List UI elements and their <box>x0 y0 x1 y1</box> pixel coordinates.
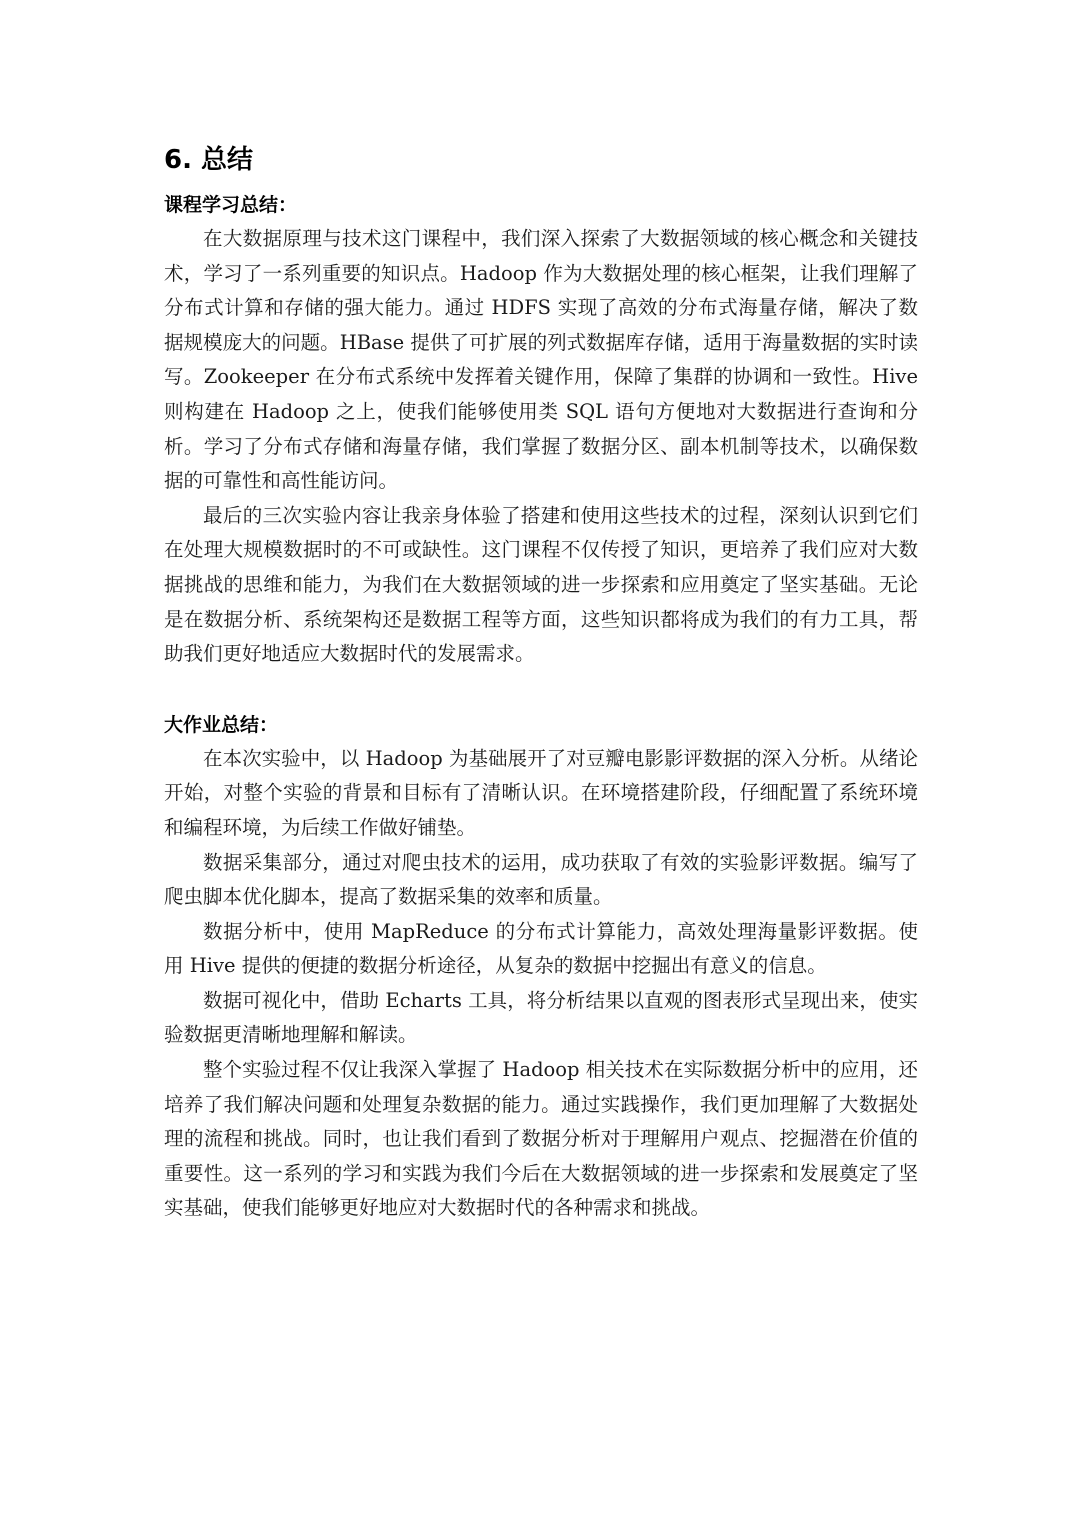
project-summary-paragraph-5: 整个实验过程不仅让我深入掌握了 Hadoop 相关技术在实际数据分析中的应用，还培养了我们解决问题和处理复杂数据的能力。通过实践操作，我们更加理解了大数据处理的流程和挑战。同时，也让我们看到了数据分析对于理解用户观点、挖掘潜在价值的重要性。这一系列的学习和实践为我们今后在大数据领域的进一步探索和发展奠定了坚实基础，使我们能够更好地应对大数据时代的各种需求和挑战。 <box>164 1058 918 1220</box>
section-spacer <box>164 672 918 708</box>
document-body <box>164 140 918 1226</box>
project-summary-paragraph-2: 数据采集部分，通过对爬虫技术的运用，成功获取了有效的实验影评数据。编写了爬虫脚本优化脚本，提高了数据采集的效率和质量。 <box>164 850 918 909</box>
project-summary-heading: 大作业总结： <box>164 713 279 736</box>
course-summary-heading: 课程学习总结： <box>164 194 298 216</box>
course-summary-paragraph-2: 最后的三次实验内容让我亲身体验了搭建和使用这些技术的过程，深刻认识到它们在处理大规模数据时的不可或缺性。这门课程不仅传授了知识，更培养了我们应对大数据挑战的思维和能力，为我们在大数据领域的进一步探索和应用奠定了坚实基础。无论是在数据分析、系统架构还是数据工程等方面，这些知识都将成为我们的有力工具，帮助我们更好地适应大数据时代的发展需求。 <box>164 503 918 666</box>
project-summary-paragraph-1: 在本次实验中，以 Hadoop 为基础展开了对豆瓣电影影评数据的深入分析。从绪论开始，对整个实验的背景和目标有了清晰认识。在环境搭建阶段，仔细配置了系统环境和编程环境，为后续工作做好铺垫。 <box>164 746 918 839</box>
project-summary-paragraph-4: 数据可视化中，借助 Echarts 工具，将分析结果以直观的图表形式呈现出来，使实验数据更清晰地理解和解读。 <box>164 988 918 1047</box>
course-summary-paragraph-1: 在大数据原理与技术这门课程中，我们深入探索了大数据领域的核心概念和关键技术，学习了一系列重要的知识点。Hadoop 作为大数据处理的核心框架，让我们理解了分布式计算和存储的强大能力。通过 HDFS 实现了高效的分布式海量存储，解决了数据规模庞大的问题。HBase 提供了可扩展的列式数据库存储，适用于海量数据的实时读写。Zookeeper 在分布式系统中发挥着关键作用，保障了集群的协调和一致性。Hive 则构建在 Hadoop 之上，使我们能够使用类 SQL 语句方便地对大数据进行查询和分析。学习了分布式存储和海量存储，我们掌握了数据分区、副本机制等技术，以确保数据的可靠性和高性能访问。 <box>164 227 918 493</box>
project-summary-paragraph-3: 数据分析中，使用 MapReduce 的分布式计算能力，高效处理海量影评数据。使用 Hive 提供的便捷的数据分析途径，从复杂的数据中挖掘出有意义的信息。 <box>164 919 918 978</box>
section-title: 6. 总结 <box>164 145 254 175</box>
